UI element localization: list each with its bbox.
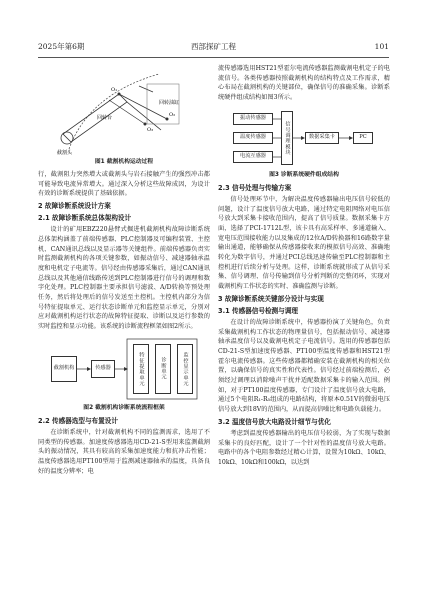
figure-1-diagram — [49, 64, 199, 156]
paragraph: 信号处理环节中，为解决温度传感器输出电压信号较低的问题，设计了温度信号放大电路，通过特定电阻网络对电压信号放大到采集卡接收范围内，提高了信号质量。数据采集卡方面，选择了PCI-1712L型，该卡具有高采样率、多通道输入、宽电压范围接收能力以及集成的12位A/D转换器和16路数字量输出通道，能够确保从传感器接收来的模拟信号高效、准确地转化为数字信号，并通过PCI总线迅速传输至PLC控制器和主控机进行后续分析与处理。这样，诊断系统就形成了从信号采集、信号调理、信号传输到信号分析判断的完整闭环，实现对截割机构工作状态的实时、准确监测与诊断。 — [218, 195, 390, 291]
paragraph: 在诊断系统中，针对截割机构不同的监测需求，选用了不同类型的传感器。加速度传感器选用CD-21-S型用来监测截割头的振动情况，其具有较高的采集加速度能力和抗冲击性能；温度传感器选用PT100型用于监测减速器轴承的温度，具备良好的温度分辨率；电 — [38, 428, 210, 475]
figure-2-box-monitor: 监控显示单元 — [177, 344, 193, 394]
figure-3-conditioning-module: 信号调理模块 — [281, 111, 293, 165]
figure-3 — [229, 107, 379, 169]
paragraph: 行，截割阻力突然增大或截割头与岩石接触产生的强烈冲击都可能导致电流异常增大。通过深入分析这些故障成因，为设计有效的诊断系统提供了基础依据。 — [38, 171, 210, 198]
figure-2-caption: 图2 截割机构诊断系统流程框架 — [83, 404, 165, 411]
figure-1-label-head: 截割头 — [57, 150, 73, 156]
figure-3-temperature-sensor: 温度传感器 — [233, 132, 273, 144]
figure-3-current-transformer: 电流互感器 — [233, 151, 273, 163]
subsection-heading: 2.2 传感器选型与布置设计 — [38, 416, 118, 425]
figure-1-label-cylinder: 回转油缸 — [159, 100, 180, 106]
figure-2-box-mechanism: 截割机构 — [51, 356, 77, 382]
journal-title: 西部探矿工程 — [191, 42, 236, 51]
subsection-heading: 2.3 信号处理与传输方案 — [218, 183, 292, 192]
figure-2-box-diagnosis: 诊断单元 — [155, 344, 171, 394]
paragraph: 考虑到温度传感器输出的电压信号较弱，为了实现与数据采集卡的良好匹配，设计了一个针对性的温度信号放大电路。电路中的各个电阻参数经过精心计算，设置为10kΩ、10kΩ、10kΩ、10kΩ和100kΩ，以达到 — [218, 429, 390, 466]
page-number: 101 — [374, 42, 389, 51]
figure-1-label-o1: O₁ — [111, 87, 118, 93]
left-column — [38, 64, 210, 585]
right-column — [218, 64, 390, 585]
issue-label: 2025年第6期 — [38, 42, 85, 51]
subsection-heading: 3.1 传感器信号检测与调理 — [218, 306, 298, 315]
figure-2-box-feature: 特征提取单元 — [133, 344, 149, 394]
figure-1-label-o2: O₂ — [169, 112, 176, 118]
figure-2-box-sensor: 传感器 — [91, 360, 115, 378]
figure-3-caption: 图3 诊断系统硬件组成结构 — [269, 171, 339, 178]
paragraph: 在设计的故障诊断系统中，传感器扮演了关键角色，负责采集截割机构工作状态的物理量信号，包括振动信号、减速器轴承温度信号以及截割电机定子电流信号。选用的传感器包括CD-21-S型加速度传感器、PT100型温度传感器和HST21型霍尔电流传感器。这些传感器都精确安装在截割机构的相关位置，以确保信号的真实性和代表性。信号经过前端检测后，必须经过调理以消除噪声干扰并适配数据采集卡的输入范围。例如，对于PT100温度传感器，专门设计了温度信号放大电路，通过5个电阻R₁-R₅组成的电路结构，将原本0.51V的微弱电压信号放大到18V的范围内，从而提高信噪比和电路负载能力。 — [218, 318, 390, 414]
figure-1-caption: 图1 截割机构运动过程 — [94, 159, 154, 165]
paragraph: 流传感器选用HST21型霍尔电流传感器监测截割电机定子的电流信号。各类传感器按照截割机构的结构特点及工作需求，精心布局在截割机构的关键部位，确保信号的准确采集。诊断系统硬件组成结构如图3所示。 — [218, 65, 390, 102]
figure-2 — [49, 336, 199, 402]
section-heading: 3 故障诊断系统关键部分设计与实现 — [218, 294, 324, 303]
figure-1 — [49, 64, 199, 156]
subsection-heading: 3.2 温度信号放大电路设计细节与优化 — [218, 417, 331, 426]
figure-1-label-boom: 回转台 — [97, 115, 113, 121]
figure-3-daq-card: 数据采集卡 — [305, 132, 339, 144]
figure-3-vibration-sensor: 振动传感器 — [233, 113, 273, 125]
header-rule — [38, 57, 389, 58]
paragraph: 设计的矿用EBZ220悬臂式掘进机截割机构故障诊断系统总体架构涵盖了前端传感器、PLC控制器及可编程装置、主控机、CAN通讯总线以及显示器等关键组件。前端传感器负责实时监测截割机构的各项关键参数，如振动信号、减速器轴承温度和电机定子电流等。信号经由传感器采集后，通过CAN通讯总线以及其他通信线路传送到PLC控制器进行信号的调理和数字化处理。PLC控制器主要承担信号滤波、A/D转换等预处理任务，然后将处理后的信号发送至主控机。主控机内部分为信号特征提取单元、运行状态诊断单元和监控显示单元，分别对应对截割机构运行状态的故障特征提取、诊断以及运行参数的实时监控和显示功能。该系统的诊断流程框架如图2所示。 — [38, 226, 210, 331]
subsection-heading: 2.1 故障诊断系统总体架构设计 — [38, 214, 132, 223]
figure-3-pc: PC — [353, 132, 373, 144]
section-heading: 2 故障诊断系统设计方案 — [38, 202, 111, 211]
running-header — [38, 42, 389, 54]
figure-1-label-o3: O₃ — [147, 127, 154, 133]
